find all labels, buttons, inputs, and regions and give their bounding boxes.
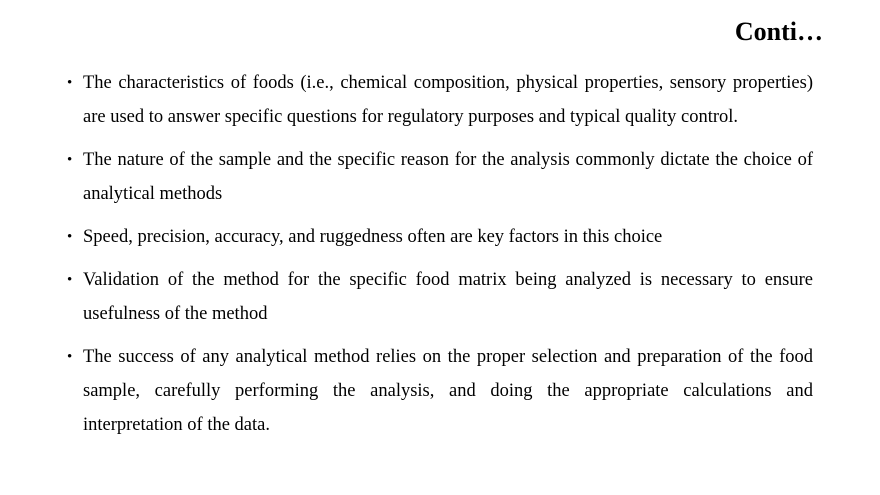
slide-title: Conti… xyxy=(734,17,823,46)
bullet-item xyxy=(67,263,813,331)
bullet-dot-icon: • xyxy=(67,229,73,245)
bullet-text: The nature of the sample and the specific reason for the analysis commonly dictate the choice of analytical methods xyxy=(83,150,813,204)
bullet-text: Speed, precision, accuracy, and ruggedness often are key factors in this choice xyxy=(83,227,663,247)
bullet-item xyxy=(67,340,813,442)
bullet-dot-icon: • xyxy=(67,152,73,168)
bullet-dot-icon: • xyxy=(67,75,73,91)
bullet-text: The characteristics of foods (i.e., chemical composition, physical properties, sensory properties) are used to answer specific questions for regulatory purposes and typical quality control. xyxy=(83,73,813,127)
bullet-item xyxy=(67,66,813,134)
bullet-text: The success of any analytical method relies on the proper selection and preparation of the food sample, carefully performing the analysis, and doing the appropriate calculations and interpretation of the data. xyxy=(83,347,813,435)
bullet-item xyxy=(67,220,813,254)
bullet-dot-icon: • xyxy=(67,272,73,288)
bullet-item xyxy=(67,143,813,211)
bullet-list xyxy=(67,66,813,451)
bullet-dot-icon: • xyxy=(67,349,73,365)
bullet-text: Validation of the method for the specific food matrix being analyzed is necessary to ensure usefulness of the method xyxy=(83,270,813,324)
